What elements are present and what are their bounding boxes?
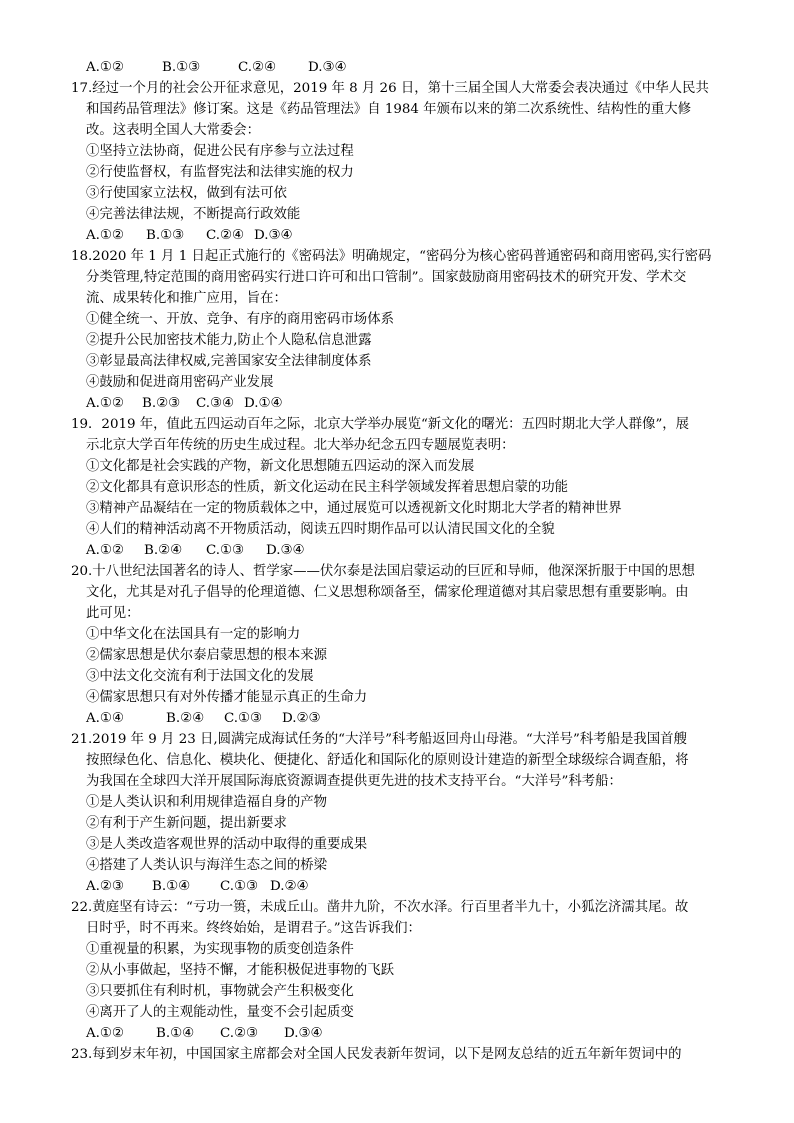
answer-option-a: A.②③ — [86, 879, 124, 894]
answer-option-b: B.①④ — [156, 1026, 195, 1041]
answer-option-d: D.②④ — [270, 879, 309, 894]
question-stem-line: 日时乎，时不再来。终终始始，是谓君子。”这告诉我们： — [86, 921, 421, 936]
statement-item: ②有利于产生新问题，提出新要求 — [86, 816, 287, 831]
answer-option-c: C.②③ — [220, 1026, 259, 1041]
question-stem-line: 21.2019 年 9 月 23 日,圆满完成海试任务的“大洋号”科考船返回舟山母港。“大洋号”科考船是我国首艘 — [71, 732, 687, 747]
answer-option-a: A.①② — [86, 543, 124, 558]
question-stem-line: 此可见： — [86, 606, 140, 621]
answer-options — [86, 1023, 710, 1044]
statement-item: ③只要抓住有利时机，事物就会产生积极变化 — [86, 984, 354, 999]
answer-option-b: B.①③ — [162, 60, 201, 75]
statement-item: ③是人类改造客观世界的活动中取得的重要成果 — [86, 837, 368, 852]
answer-options — [86, 393, 710, 414]
answer-option-c: C.①③ — [206, 543, 245, 558]
answer-option-c: C.①③ — [220, 879, 259, 894]
answer-option-d: D.①④ — [244, 396, 283, 411]
statement-item: ③彰显最高法律权威,完善国家安全法律制度体系 — [86, 354, 372, 369]
statement-item: ②提升公民加密技术能力,防止个人隐私信息泄露 — [86, 333, 372, 348]
question-stem-line: 22.黄庭坚有诗云：“亏功一篑，未成丘山。凿井九阶，不次水泽。行百里者半九十，小狐汔济濡其尾。故 — [71, 900, 689, 915]
question-stem-line: 按照绿色化、信息化、模块化、便捷化、舒适化和国际化的原则设计建造的新型全球级综合调查船，将 — [86, 753, 689, 768]
question-22 — [71, 897, 710, 1044]
statement-item: ①是人类认识和利用规律造福自身的产物 — [86, 795, 328, 810]
statement-item: ②儒家思想是伏尔泰启蒙思想的根本来源 — [86, 648, 328, 663]
question-18 — [71, 246, 712, 414]
answer-option-c: C.②④ — [238, 60, 277, 75]
question-17 — [71, 78, 710, 246]
answer-option-b: B.①③ — [146, 228, 185, 243]
question-stem-line: 流、成果转化和推广应用，旨在： — [86, 291, 287, 306]
answer-option-b: B.①④ — [152, 879, 191, 894]
question-stem-line: 为我国在全球四大洋开展国际海底资源调查提供更先进的技术支持平台。“大洋号”科考船： — [86, 774, 622, 789]
answer-option-c: C.③④ — [196, 396, 235, 411]
answer-option-a: A.①④ — [86, 711, 124, 726]
question-stem-line: 改。这表明全国人大常委会： — [86, 123, 261, 138]
question-stem-line: 文化，尤其是对孔子倡导的伦理道德、仁义思想称颂备至，儒家伦理道德对其启蒙思想有重要影响。由 — [86, 585, 689, 600]
exam-content — [71, 57, 712, 1065]
answer-option-a: A.①② — [86, 1026, 124, 1041]
statement-item: ④鼓励和促进商用密码产业发展 — [86, 375, 274, 390]
statement-item: ③精神产品凝结在一定的物质载体之中，通过展览可以透视新文化时期北大学者的精神世界 — [86, 501, 622, 516]
statement-item: ①中华文化在法国具有一定的影响力 — [86, 627, 301, 642]
answer-option-a: A.①② — [86, 396, 124, 411]
statement-item: ④完善法律法规，不断提高行政效能 — [86, 207, 301, 222]
question-stem-line: 示北京大学百年传统的历史生成过程。北大举办纪念五四专题展览表明： — [86, 438, 515, 453]
statement-item: ④搭建了人类认识与海洋生态之间的桥梁 — [86, 858, 328, 873]
answer-option-d: D.③④ — [308, 60, 347, 75]
answer-option-d: D.③④ — [254, 228, 293, 243]
answer-option-a: A.①② — [86, 228, 124, 243]
answer-option-a: A.①② — [86, 60, 124, 75]
answer-option-b: B.②④ — [166, 711, 205, 726]
answer-options — [86, 225, 710, 246]
question-23 — [71, 1044, 710, 1065]
question-21 — [71, 729, 710, 897]
answer-option-b: B.②③ — [142, 396, 181, 411]
statement-item: ①重视量的积累，为实现事物的质变创造条件 — [86, 942, 354, 957]
statement-item: ①健全统一、开放、竞争、有序的商用密码市场体系 — [86, 312, 394, 327]
question-stem-line: 18.2020 年 1 月 1 日起正式施行的《密码法》明确规定，“密码分为核心密码普通密码和商用密码,实行密码 — [71, 249, 712, 264]
answer-option-c: C.②④ — [206, 228, 245, 243]
statement-item: ④儒家思想只有对外传播才能显示真正的生命力 — [86, 690, 368, 705]
question-stem-line: 19．2019 年，值此五四运动百年之际，北京大学举办展览“新文化的曙光：五四时期北大学人群像”，展 — [71, 417, 690, 432]
question-stem-line: 和国药品管理法》修订案。这是《药品管理法》自 1984 年颁布以来的第二次系统性、结构性的重大修 — [86, 102, 691, 117]
answer-options — [86, 540, 710, 561]
answer-options — [86, 708, 710, 729]
statement-item: ①坚持立法协商，促进公民有序参与立法过程 — [86, 144, 354, 159]
question-stem-line: 17.经过一个月的社会公开征求意见，2019 年 8 月 26 日，第十三届全国人大常委会表决通过《中华人民共 — [71, 81, 709, 96]
question-19 — [71, 414, 710, 561]
answer-option-b: B.②④ — [144, 543, 183, 558]
statement-item: ③中法文化交流有利于法国文化的发展 — [86, 669, 314, 684]
question-stem-line: 23.每到岁末年初，中国国家主席都会对全国人民发表新年贺词，以下是网友总结的近五年新年贺词中的 — [71, 1047, 682, 1062]
answer-option-c: C.①③ — [224, 711, 263, 726]
statement-item: ②文化都具有意识形态的性质，新文化运动在民主科学领域发挥着思想启蒙的功能 — [86, 480, 569, 495]
question-stem-line: 20.十八世纪法国著名的诗人、哲学家——伏尔泰是法国启蒙运动的巨匠和导师，他深深折服于中国的思想 — [71, 564, 695, 579]
question-20 — [71, 561, 710, 729]
answer-option-d: D.②③ — [282, 711, 321, 726]
statement-item: ④离开了人的主观能动性，量变不会引起质变 — [86, 1005, 354, 1020]
question-stem-line: 分类管理,特定范围的商用密码实行进口许可和出口管制”。国家鼓励商用密码技术的研究开发、学术交 — [86, 270, 687, 285]
answer-option-d: D.③④ — [284, 1026, 323, 1041]
statement-item: ②行使监督权，有监督宪法和法律实施的权力 — [86, 165, 354, 180]
answer-options — [86, 57, 710, 78]
statement-item: ④人们的精神活动离不开物质活动，阅读五四时期作品可以认清民国文化的全貌 — [86, 522, 555, 537]
answer-options — [86, 876, 710, 897]
statement-item: ①文化都是社会实践的产物，新文化思想随五四运动的深入而发展 — [86, 459, 475, 474]
answer-option-d: D.③④ — [266, 543, 305, 558]
statement-item: ②从小事做起，坚持不懈，才能积极促进事物的飞跃 — [86, 963, 394, 978]
statement-item: ③行使国家立法权，做到有法可依 — [86, 186, 287, 201]
